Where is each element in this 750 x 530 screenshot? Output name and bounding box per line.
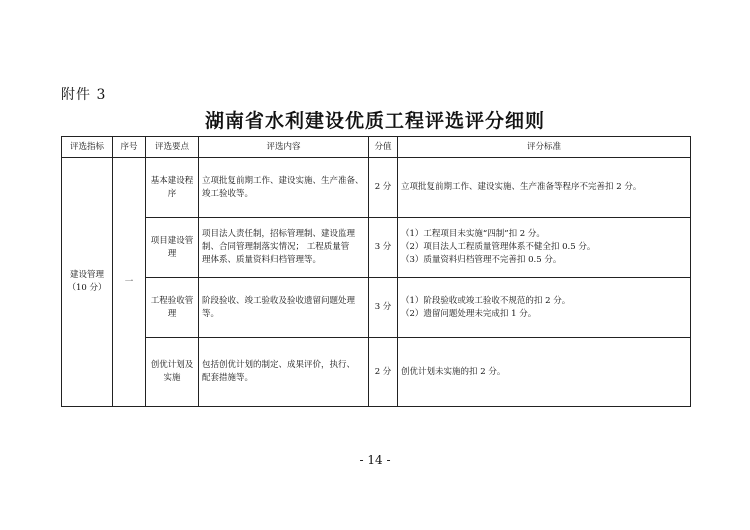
content-line: 制、合同管理制落实情况； 工程质量管 bbox=[202, 242, 350, 252]
criteria-line: （1）工程项目未实施“四制”扣 2 分。 bbox=[401, 229, 545, 239]
content-line: 理体系、质量资料归档管理等。 bbox=[202, 255, 322, 265]
indicator-name: 建设管理 bbox=[69, 270, 104, 280]
point-text: 基本建设程 bbox=[150, 175, 194, 186]
seq-cell: 一 bbox=[113, 158, 146, 407]
content-cell bbox=[199, 158, 369, 218]
content-line: 项目法人责任制，招标管理制、建设监理 bbox=[202, 229, 356, 239]
score-cell: 2 分 bbox=[369, 158, 398, 218]
score-cell: 3 分 bbox=[369, 218, 398, 278]
criteria-line: （2）项目法人工程质量管理体系不健全扣 0.5 分。 bbox=[401, 242, 596, 252]
header-criteria: 评分标准 bbox=[398, 137, 691, 158]
attachment-label: 附件 3 bbox=[61, 87, 107, 103]
content-line: 阶段验收、竣工验收及验收遗留问题处理 bbox=[202, 295, 356, 306]
point-text: 项目建设管 bbox=[150, 235, 194, 246]
table-row bbox=[62, 278, 691, 338]
content-cell bbox=[199, 218, 369, 278]
content-line: 竣工验收等。 bbox=[202, 188, 254, 199]
content-line: 配套措施等。 bbox=[202, 373, 254, 383]
point-cell bbox=[146, 158, 199, 218]
criteria-line: （3）质量资料归档管理不完善扣 0.5 分。 bbox=[401, 255, 562, 265]
table-row bbox=[62, 338, 691, 407]
header-score: 分值 bbox=[369, 137, 398, 158]
score-cell: 3 分 bbox=[369, 278, 398, 338]
point-cell bbox=[146, 278, 199, 338]
document-title: 湖南省水利建设优质工程评选评分细则 bbox=[204, 110, 545, 132]
criteria-cell bbox=[398, 218, 691, 278]
table-row bbox=[62, 218, 691, 278]
point-text: 理 bbox=[167, 308, 177, 319]
point-cell bbox=[146, 218, 199, 278]
header-indicator: 评选指标 bbox=[62, 137, 113, 158]
point-text: 序 bbox=[167, 188, 177, 199]
criteria-cell bbox=[398, 158, 691, 218]
header-seq: 序号 bbox=[113, 137, 146, 158]
criteria-line: 立项批复前期工作、建设实施、生产准备等程序不完善扣 2 分。 bbox=[401, 182, 642, 192]
header-content: 评选内容 bbox=[199, 137, 369, 158]
content-line: 等。 bbox=[202, 308, 220, 319]
content-cell bbox=[199, 338, 369, 407]
content-cell bbox=[199, 278, 369, 338]
criteria-cell bbox=[398, 278, 691, 338]
scoring-table bbox=[61, 136, 691, 407]
criteria-line: 创优计划未实施的扣 2 分。 bbox=[401, 366, 506, 377]
table-row bbox=[62, 158, 691, 218]
point-text: 创优计划及 bbox=[150, 360, 194, 370]
criteria-line: （1）阶段验收或竣工验收不规范的扣 2 分。 bbox=[401, 295, 571, 306]
header-point: 评选要点 bbox=[146, 137, 199, 158]
score-cell: 2 分 bbox=[369, 338, 398, 407]
indicator-cell bbox=[62, 158, 113, 407]
point-text: 理 bbox=[167, 248, 177, 259]
point-cell bbox=[146, 338, 199, 407]
criteria-cell bbox=[398, 338, 691, 407]
table-header-row bbox=[62, 137, 691, 158]
page-number: - 14 - bbox=[359, 453, 391, 467]
point-text: 工程验收管 bbox=[150, 295, 194, 306]
content-line: 立项批复前期工作、建设实施、生产准备、 bbox=[202, 175, 364, 186]
indicator-points: （10 分） bbox=[67, 283, 107, 293]
content-line: 包括创优计划的制定、成果评价，执行、 bbox=[202, 360, 356, 370]
point-text: 实施 bbox=[163, 373, 181, 383]
criteria-line: （2）遗留问题处理未完成扣 1 分。 bbox=[401, 308, 537, 319]
